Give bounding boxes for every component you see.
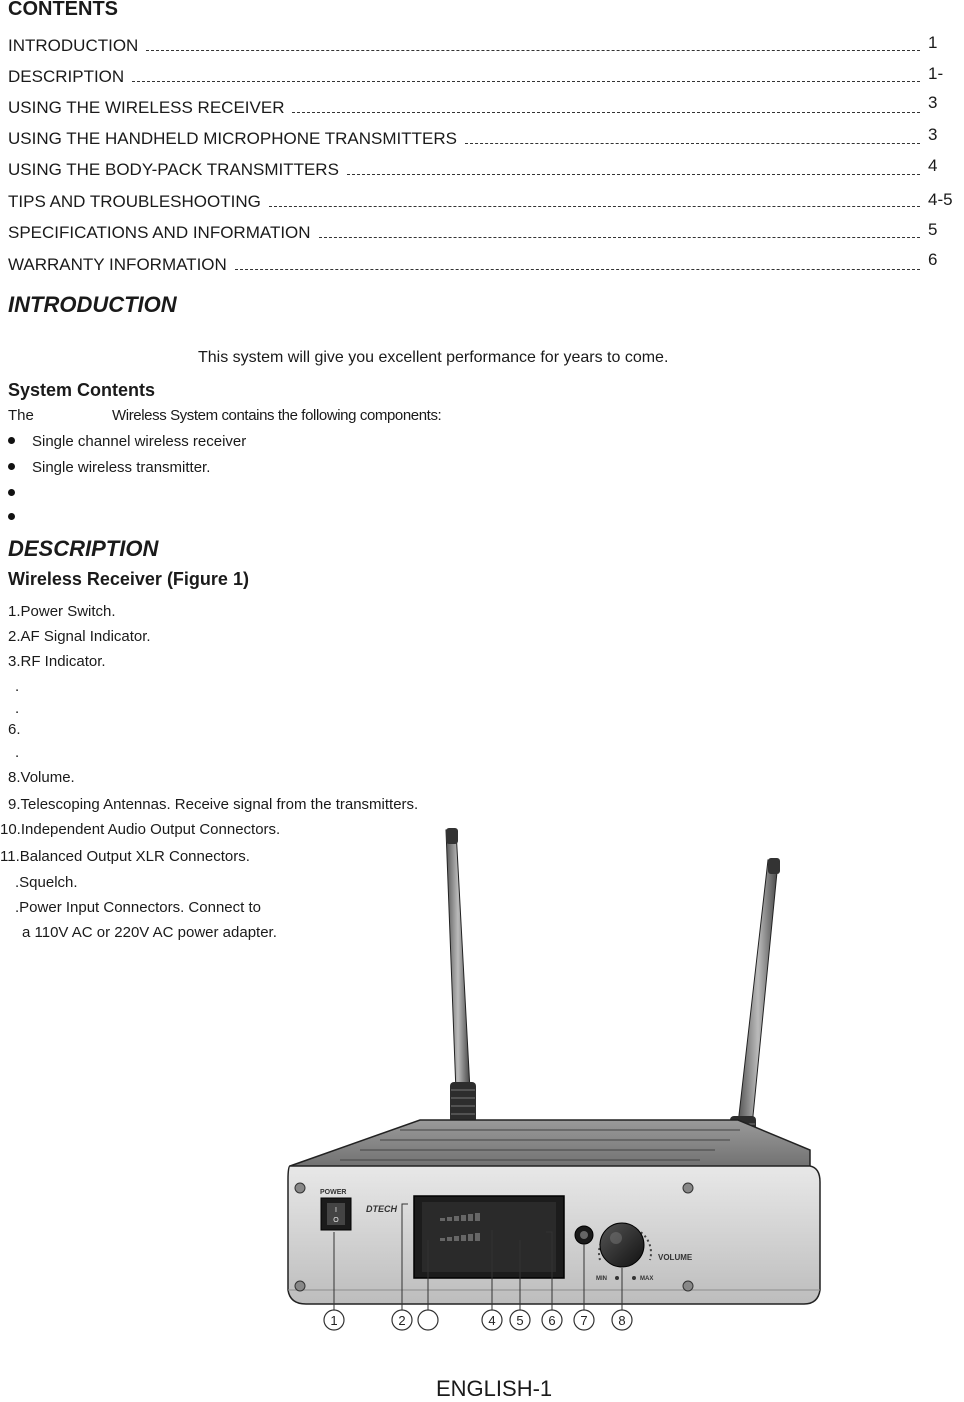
item-text: Power Input Connectors. Connect to [19, 899, 261, 916]
item-number: 10. [0, 821, 21, 838]
squelch-control[interactable] [575, 1226, 593, 1244]
component-item: Single channel wireless receiver [32, 433, 247, 450]
toc-title: SPECIFICATIONS AND INFORMATION [8, 223, 311, 242]
item-text: Independent Audio Output Connectors. [20, 821, 281, 838]
callout-number: 8 [618, 1313, 626, 1328]
item-text: Volume. [20, 769, 75, 786]
item-number: 8. [8, 769, 21, 786]
callout [574, 1310, 594, 1330]
receiver-part-6 [8, 721, 21, 738]
item-number: 3. [8, 653, 21, 670]
item-number: 9. [8, 796, 21, 813]
item-number: . [15, 744, 20, 761]
toc-leader [292, 112, 920, 113]
toc-row[interactable] [8, 94, 920, 118]
item-number: . [15, 678, 20, 695]
item-text: Balanced Output XLR Connectors. [19, 848, 250, 865]
callout-number: 6 [548, 1313, 556, 1328]
bullet-dot [8, 513, 15, 520]
receiver-part-3 [8, 653, 106, 670]
receiver-part-2 [8, 628, 151, 645]
min-label: MIN [596, 1276, 607, 1282]
toc-row[interactable] [8, 156, 920, 180]
toc-leader [269, 206, 920, 207]
toc-leader [146, 50, 920, 51]
callout [418, 1310, 438, 1330]
introduction-text: This system will give you excellent performance for years to come. [198, 349, 669, 366]
item-text: Telescoping Antennas. Receive signal from the transmitters. [20, 796, 419, 813]
callout-number: 5 [516, 1313, 524, 1328]
description-heading: DESCRIPTION [8, 536, 159, 561]
toc-row[interactable] [8, 251, 920, 275]
min-dot [615, 1276, 619, 1280]
item-text: RF Indicator. [20, 653, 106, 670]
item-number: . [15, 874, 20, 891]
toc-title: INTRODUCTION [8, 36, 139, 55]
receiver-part-13-cont [22, 924, 277, 941]
wireless-receiver-figure [270, 820, 830, 1340]
toc-leader [465, 143, 920, 144]
item-number: . [15, 899, 20, 916]
screw-icon [295, 1183, 305, 1193]
toc-title: USING THE HANDHELD MICROPHONE TRANSMITTERS [8, 129, 457, 148]
toc-row[interactable] [8, 63, 920, 87]
toc-leader [235, 269, 920, 270]
receiver-part-13 [15, 899, 261, 916]
toc-page: 6 [928, 250, 938, 269]
receiver-part-4 [15, 678, 19, 695]
callout-number: 7 [580, 1313, 588, 1328]
callout-number: 4 [488, 1313, 496, 1328]
item-text: Power Switch. [20, 603, 116, 620]
left-antenna [446, 828, 476, 1142]
callout [510, 1310, 530, 1330]
callout [324, 1310, 344, 1330]
item-number: . [15, 700, 20, 717]
item-text: AF Signal Indicator. [20, 628, 151, 645]
svg-text:O: O [333, 1217, 339, 1224]
svg-text:I: I [335, 1207, 337, 1214]
toc-page: 3 [928, 93, 938, 112]
receiver-part-7 [15, 744, 19, 761]
volume-label: VOLUME [658, 1253, 693, 1262]
screw-icon [683, 1281, 693, 1291]
receiver-part-11 [0, 848, 250, 865]
item-text: Squelch. [19, 874, 78, 891]
contents-heading: CONTENTS [8, 0, 118, 20]
toc-row[interactable] [8, 219, 920, 243]
toc-page: 1 [928, 33, 938, 52]
toc-row[interactable] [8, 32, 920, 56]
receiver-part-8 [8, 769, 75, 786]
toc-leader [132, 81, 920, 82]
toc-row[interactable] [8, 125, 920, 149]
page-footer: ENGLISH-1 [436, 1376, 553, 1401]
toc-title: USING THE WIRELESS RECEIVER [8, 98, 285, 117]
system-contents-intro: Wireless System contains the following components: [112, 407, 442, 424]
brand-logo: DTECH [366, 1204, 397, 1214]
item-text: a 110V AC or 220V AC power adapter. [22, 924, 277, 941]
callout-number: 1 [330, 1313, 338, 1328]
component-item: Single wireless transmitter. [32, 459, 211, 476]
item-number: 11. [0, 848, 20, 865]
power-switch[interactable] [321, 1198, 351, 1230]
callout [482, 1310, 502, 1330]
toc-title: USING THE BODY-PACK TRANSMITTERS [8, 160, 339, 179]
toc-title: DESCRIPTION [8, 67, 125, 86]
receiver-part-9 [8, 796, 418, 813]
receiver-part-10 [0, 821, 280, 838]
toc-leader [347, 174, 920, 175]
toc-leader [319, 237, 920, 238]
max-dot [632, 1276, 636, 1280]
receiver-part-5 [15, 700, 19, 717]
bullet-dot [8, 489, 15, 496]
receiver-part-1 [8, 603, 116, 620]
bullet-dot [8, 463, 15, 470]
toc-page: 5 [928, 220, 938, 239]
callout [392, 1310, 412, 1330]
display-window [414, 1196, 564, 1278]
item-number: 6. [8, 721, 21, 738]
toc-page: 4 [928, 156, 938, 175]
callout [542, 1310, 562, 1330]
bullet-dot [8, 437, 15, 444]
introduction-heading: INTRODUCTION [8, 292, 177, 317]
power-label: POWER [320, 1189, 347, 1196]
volume-knob[interactable] [600, 1223, 644, 1267]
callout-number: 2 [398, 1313, 406, 1328]
toc-row[interactable] [8, 188, 920, 212]
max-label: MAX [640, 1276, 654, 1282]
toc-title: WARRANTY INFORMATION [8, 255, 227, 274]
toc-title: TIPS AND TROUBLESHOOTING [8, 192, 261, 211]
toc-page: 1- [928, 64, 944, 83]
toc-page: 3 [928, 125, 938, 144]
item-number: 2. [8, 628, 21, 645]
system-contents-heading: System Contents [8, 380, 156, 400]
screw-icon [295, 1281, 305, 1291]
toc-page: 4-5 [928, 190, 953, 209]
item-number: 1. [8, 603, 21, 620]
callout [612, 1310, 632, 1330]
screw-icon [683, 1183, 693, 1193]
description-subheading: Wireless Receiver (Figure 1) [8, 569, 249, 589]
system-contents-the: The [8, 407, 34, 424]
receiver-part-12 [15, 874, 78, 891]
